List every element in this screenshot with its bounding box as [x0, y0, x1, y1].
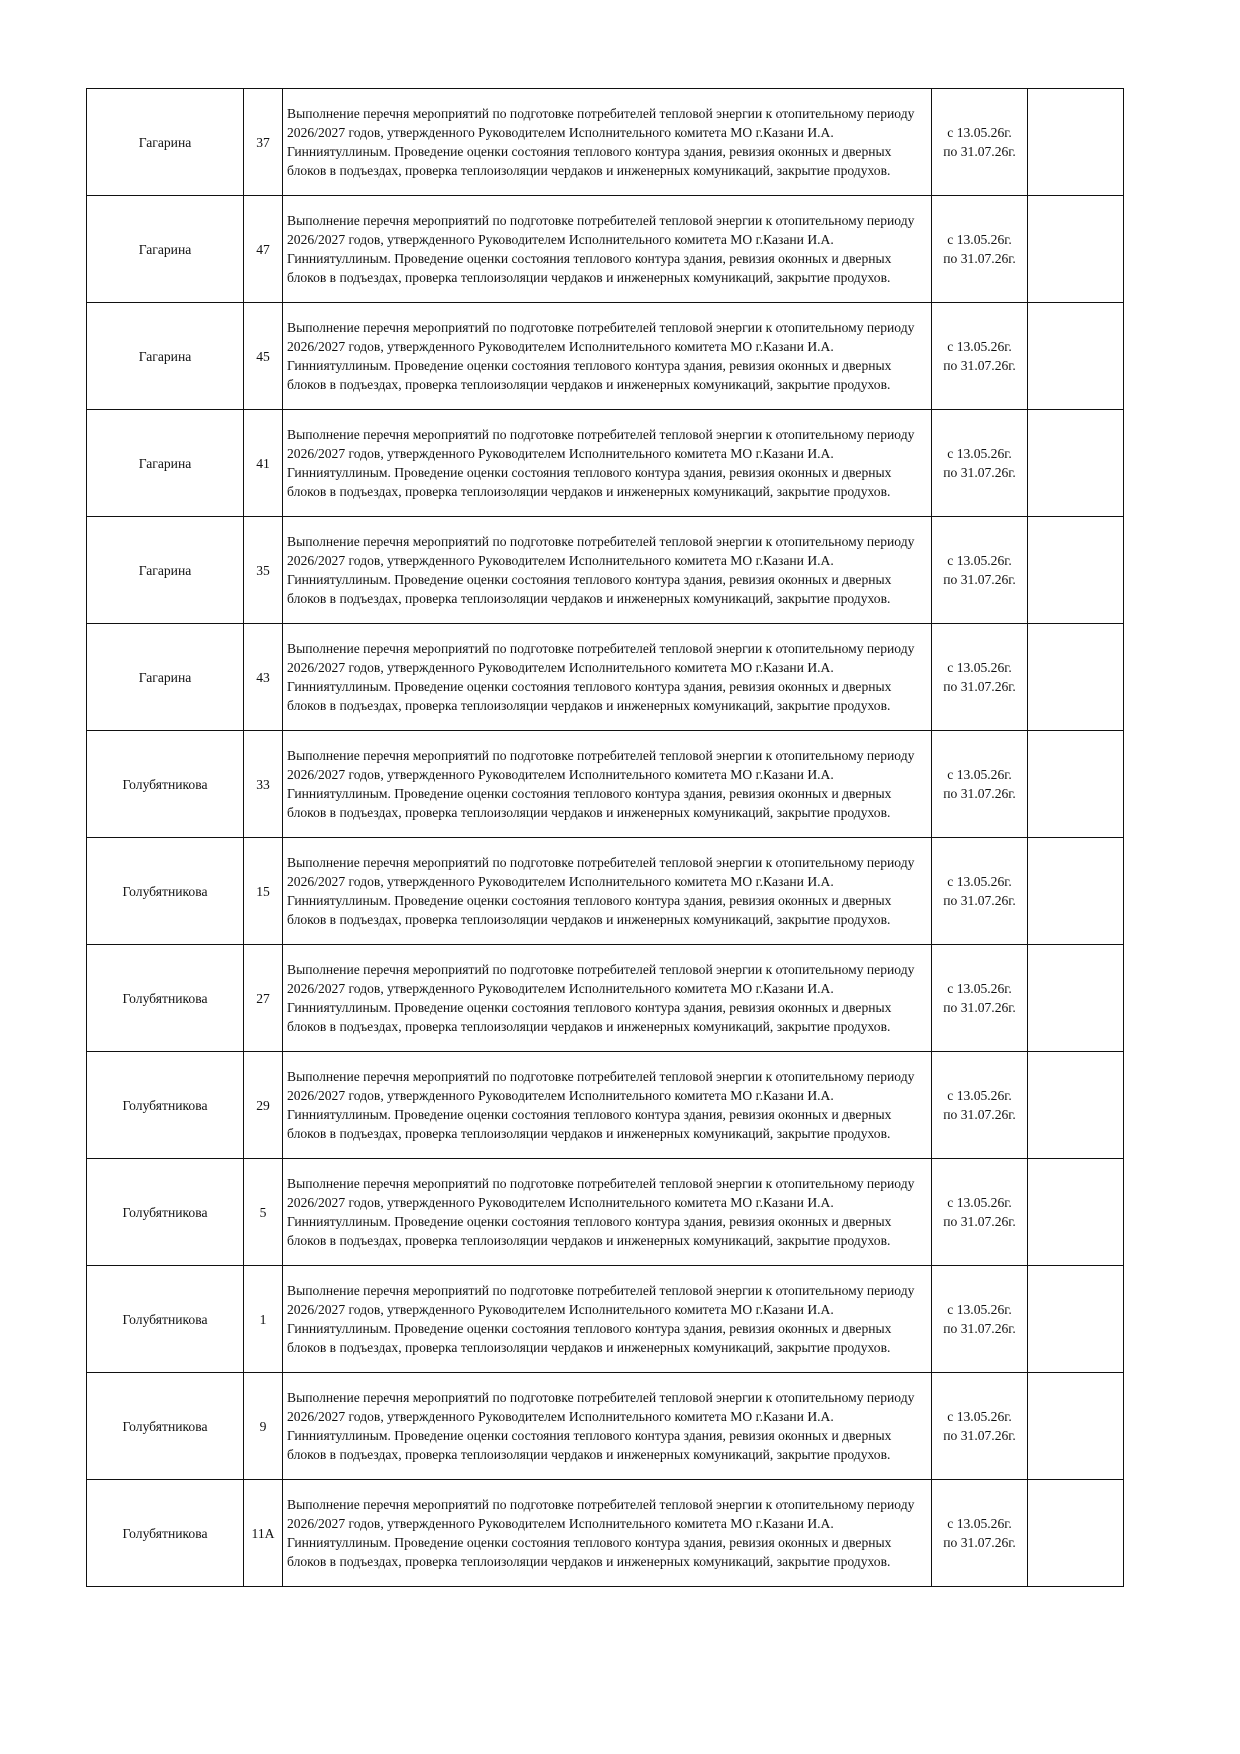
- note-cell: [1028, 731, 1124, 838]
- house-number-cell: [244, 1052, 283, 1159]
- description-cell: [283, 1266, 932, 1373]
- note-cell: [1028, 89, 1124, 196]
- work-description: Выполнение перечня мероприятий по подготовке потребителей тепловой энергии к отопительному периоду 2026/2027 годов, утвержденного Руководителем Исполнительного комитета МО г.Казани И.А. Гинниятуллиным. Проведение оценки состояния теплового контура здания, ревизия оконных и дверных блоков в подъездах, проверка теплоизоляции чердаков и инженерных комуникаций, закрытие продухов.: [287, 855, 915, 927]
- period-from: с 13.05.26г.: [947, 1302, 1012, 1317]
- street-cell: [87, 1373, 244, 1480]
- period-from: с 13.05.26г.: [947, 660, 1012, 675]
- street-name: Гагарина: [138, 134, 192, 150]
- period-cell: [932, 196, 1028, 303]
- description-cell: [283, 303, 932, 410]
- work-description: Выполнение перечня мероприятий по подготовке потребителей тепловой энергии к отопительному периоду 2026/2027 годов, утвержденного Руководителем Исполнительного комитета МО г.Казани И.А. Гинниятуллиным. Проведение оценки состояния теплового контура здания, ревизия оконных и дверных блоков в подъездах, проверка теплоизоляции чердаков и инженерных комуникаций, закрытие продухов.: [287, 748, 915, 820]
- table-row: [87, 517, 1124, 624]
- description-cell: [283, 731, 932, 838]
- street-name: Гагарина: [138, 241, 192, 257]
- note-cell: [1028, 1266, 1124, 1373]
- description-cell: [283, 945, 932, 1052]
- note-cell: [1028, 196, 1124, 303]
- period-cell: [932, 838, 1028, 945]
- period-from: с 13.05.26г.: [947, 1516, 1012, 1531]
- table-row: [87, 1373, 1124, 1480]
- period-from: с 13.05.26г.: [947, 339, 1012, 354]
- period-cell: [932, 1159, 1028, 1266]
- table-row: [87, 624, 1124, 731]
- note-cell: [1028, 945, 1124, 1052]
- work-description: Выполнение перечня мероприятий по подготовке потребителей тепловой энергии к отопительному периоду 2026/2027 годов, утвержденного Руководителем Исполнительного комитета МО г.Казани И.А. Гинниятуллиным. Проведение оценки состояния теплового контура здания, ревизия оконных и дверных блоков в подъездах, проверка теплоизоляции чердаков и инженерных комуникаций, закрытие продухов.: [287, 213, 915, 285]
- period-to: по 31.07.26г.: [943, 679, 1016, 694]
- house-number: 1: [259, 1311, 267, 1327]
- table-row: [87, 1266, 1124, 1373]
- period-from: с 13.05.26г.: [947, 232, 1012, 247]
- street-cell: [87, 945, 244, 1052]
- note-cell: [1028, 1373, 1124, 1480]
- table-row: [87, 410, 1124, 517]
- note-cell: [1028, 1159, 1124, 1266]
- description-cell: [283, 1480, 932, 1587]
- work-description: Выполнение перечня мероприятий по подготовке потребителей тепловой энергии к отопительному периоду 2026/2027 годов, утвержденного Руководителем Исполнительного комитета МО г.Казани И.А. Гинниятуллиным. Проведение оценки состояния теплового контура здания, ревизия оконных и дверных блоков в подъездах, проверка теплоизоляции чердаков и инженерных комуникаций, закрытие продухов.: [287, 641, 915, 713]
- period-to: по 31.07.26г.: [943, 144, 1016, 159]
- description-cell: [283, 838, 932, 945]
- table-row: [87, 1052, 1124, 1159]
- street-name: Голубятникова: [122, 1204, 208, 1220]
- street-name: Голубятникова: [122, 883, 208, 899]
- period-cell: [932, 89, 1028, 196]
- period-to: по 31.07.26г.: [943, 572, 1016, 587]
- work-description: Выполнение перечня мероприятий по подготовке потребителей тепловой энергии к отопительному периоду 2026/2027 годов, утвержденного Руководителем Исполнительного комитета МО г.Казани И.А. Гинниятуллиным. Проведение оценки состояния теплового контура здания, ревизия оконных и дверных блоков в подъездах, проверка теплоизоляции чердаков и инженерных комуникаций, закрытие продухов.: [287, 962, 915, 1034]
- period-from: с 13.05.26г.: [947, 1195, 1012, 1210]
- house-number: 15: [256, 883, 270, 899]
- house-number: 41: [256, 455, 270, 471]
- document-page: [86, 88, 1122, 1587]
- table-row: [87, 1480, 1124, 1587]
- street-cell: [87, 196, 244, 303]
- note-cell: [1028, 838, 1124, 945]
- work-description: Выполнение перечня мероприятий по подготовке потребителей тепловой энергии к отопительному периоду 2026/2027 годов, утвержденного Руководителем Исполнительного комитета МО г.Казани И.А. Гинниятуллиным. Проведение оценки состояния теплового контура здания, ревизия оконных и дверных блоков в подъездах, проверка теплоизоляции чердаков и инженерных комуникаций, закрытие продухов.: [287, 427, 915, 499]
- street-cell: [87, 517, 244, 624]
- table-row: [87, 303, 1124, 410]
- house-number-cell: [244, 1266, 283, 1373]
- house-number: 47: [256, 241, 270, 257]
- work-description: Выполнение перечня мероприятий по подготовке потребителей тепловой энергии к отопительному периоду 2026/2027 годов, утвержденного Руководителем Исполнительного комитета МО г.Казани И.А. Гинниятуллиным. Проведение оценки состояния теплового контура здания, ревизия оконных и дверных блоков в подъездах, проверка теплоизоляции чердаков и инженерных комуникаций, закрытие продухов.: [287, 1069, 915, 1141]
- period-to: по 31.07.26г.: [943, 1428, 1016, 1443]
- period-to: по 31.07.26г.: [943, 1321, 1016, 1336]
- street-cell: [87, 624, 244, 731]
- period-cell: [932, 624, 1028, 731]
- note-cell: [1028, 517, 1124, 624]
- period-cell: [932, 303, 1028, 410]
- period-to: по 31.07.26г.: [943, 1107, 1016, 1122]
- description-cell: [283, 1373, 932, 1480]
- table-row: [87, 838, 1124, 945]
- street-cell: [87, 1159, 244, 1266]
- house-number: 45: [256, 348, 270, 364]
- description-cell: [283, 624, 932, 731]
- period-cell: [932, 1373, 1028, 1480]
- period-from: с 13.05.26г.: [947, 125, 1012, 140]
- period-from: с 13.05.26г.: [947, 981, 1012, 996]
- period-to: по 31.07.26г.: [943, 893, 1016, 908]
- street-cell: [87, 731, 244, 838]
- street-cell: [87, 1480, 244, 1587]
- work-description: Выполнение перечня мероприятий по подготовке потребителей тепловой энергии к отопительному периоду 2026/2027 годов, утвержденного Руководителем Исполнительного комитета МО г.Казани И.А. Гинниятуллиным. Проведение оценки состояния теплового контура здания, ревизия оконных и дверных блоков в подъездах, проверка теплоизоляции чердаков и инженерных комуникаций, закрытие продухов.: [287, 1176, 915, 1248]
- description-cell: [283, 89, 932, 196]
- house-number-cell: [244, 303, 283, 410]
- house-number: 11А: [251, 1525, 275, 1541]
- period-to: по 31.07.26г.: [943, 358, 1016, 373]
- description-cell: [283, 1159, 932, 1266]
- description-cell: [283, 196, 932, 303]
- period-cell: [932, 945, 1028, 1052]
- street-name: Гагарина: [138, 455, 192, 471]
- table-body: [87, 89, 1124, 1587]
- house-number: 9: [259, 1418, 267, 1434]
- table-row: [87, 196, 1124, 303]
- period-cell: [932, 517, 1028, 624]
- street-name: Голубятникова: [122, 1311, 208, 1327]
- house-number: 37: [256, 134, 270, 150]
- street-name: Голубятникова: [122, 1418, 208, 1434]
- house-number-cell: [244, 624, 283, 731]
- period-to: по 31.07.26г.: [943, 1214, 1016, 1229]
- description-cell: [283, 410, 932, 517]
- period-to: по 31.07.26г.: [943, 251, 1016, 266]
- works-schedule-table: [86, 88, 1124, 1587]
- table-row: [87, 89, 1124, 196]
- street-name: Голубятникова: [122, 1097, 208, 1113]
- house-number-cell: [244, 410, 283, 517]
- street-name: Голубятникова: [122, 990, 208, 1006]
- period-from: с 13.05.26г.: [947, 1409, 1012, 1424]
- street-cell: [87, 410, 244, 517]
- house-number: 27: [256, 990, 270, 1006]
- house-number: 35: [256, 562, 270, 578]
- work-description: Выполнение перечня мероприятий по подготовке потребителей тепловой энергии к отопительному периоду 2026/2027 годов, утвержденного Руководителем Исполнительного комитета МО г.Казани И.А. Гинниятуллиным. Проведение оценки состояния теплового контура здания, ревизия оконных и дверных блоков в подъездах, проверка теплоизоляции чердаков и инженерных комуникаций, закрытие продухов.: [287, 1497, 915, 1569]
- period-cell: [932, 1266, 1028, 1373]
- street-name: Гагарина: [138, 348, 192, 364]
- house-number-cell: [244, 196, 283, 303]
- house-number-cell: [244, 517, 283, 624]
- street-cell: [87, 303, 244, 410]
- period-cell: [932, 410, 1028, 517]
- work-description: Выполнение перечня мероприятий по подготовке потребителей тепловой энергии к отопительному периоду 2026/2027 годов, утвержденного Руководителем Исполнительного комитета МО г.Казани И.А. Гинниятуллиным. Проведение оценки состояния теплового контура здания, ревизия оконных и дверных блоков в подъездах, проверка теплоизоляции чердаков и инженерных комуникаций, закрытие продухов.: [287, 1283, 915, 1355]
- street-cell: [87, 89, 244, 196]
- street-name: Гагарина: [138, 669, 192, 685]
- description-cell: [283, 517, 932, 624]
- table-row: [87, 945, 1124, 1052]
- note-cell: [1028, 1052, 1124, 1159]
- period-to: по 31.07.26г.: [943, 1000, 1016, 1015]
- period-to: по 31.07.26г.: [943, 465, 1016, 480]
- house-number: 33: [256, 776, 270, 792]
- table-row: [87, 731, 1124, 838]
- period-from: с 13.05.26г.: [947, 446, 1012, 461]
- period-from: с 13.05.26г.: [947, 553, 1012, 568]
- house-number: 43: [256, 669, 270, 685]
- house-number-cell: [244, 1373, 283, 1480]
- house-number-cell: [244, 838, 283, 945]
- street-cell: [87, 1266, 244, 1373]
- work-description: Выполнение перечня мероприятий по подготовке потребителей тепловой энергии к отопительному периоду 2026/2027 годов, утвержденного Руководителем Исполнительного комитета МО г.Казани И.А. Гинниятуллиным. Проведение оценки состояния теплового контура здания, ревизия оконных и дверных блоков в подъездах, проверка теплоизоляции чердаков и инженерных комуникаций, закрытие продухов.: [287, 534, 915, 606]
- period-cell: [932, 1052, 1028, 1159]
- note-cell: [1028, 303, 1124, 410]
- street-name: Голубятникова: [122, 1525, 208, 1541]
- work-description: Выполнение перечня мероприятий по подготовке потребителей тепловой энергии к отопительному периоду 2026/2027 годов, утвержденного Руководителем Исполнительного комитета МО г.Казани И.А. Гинниятуллиным. Проведение оценки состояния теплового контура здания, ревизия оконных и дверных блоков в подъездах, проверка теплоизоляции чердаков и инженерных комуникаций, закрытие продухов.: [287, 320, 915, 392]
- street-cell: [87, 1052, 244, 1159]
- house-number: 5: [259, 1204, 267, 1220]
- house-number-cell: [244, 731, 283, 838]
- street-cell: [87, 838, 244, 945]
- table-row: [87, 1159, 1124, 1266]
- work-description: Выполнение перечня мероприятий по подготовке потребителей тепловой энергии к отопительному периоду 2026/2027 годов, утвержденного Руководителем Исполнительного комитета МО г.Казани И.А. Гинниятуллиным. Проведение оценки состояния теплового контура здания, ревизия оконных и дверных блоков в подъездах, проверка теплоизоляции чердаков и инженерных комуникаций, закрытие продухов.: [287, 106, 915, 178]
- period-from: с 13.05.26г.: [947, 874, 1012, 889]
- street-name: Голубятникова: [122, 776, 208, 792]
- house-number: 29: [256, 1097, 270, 1113]
- note-cell: [1028, 1480, 1124, 1587]
- street-name: Гагарина: [138, 562, 192, 578]
- house-number-cell: [244, 1159, 283, 1266]
- period-cell: [932, 1480, 1028, 1587]
- note-cell: [1028, 410, 1124, 517]
- period-to: по 31.07.26г.: [943, 1535, 1016, 1550]
- period-from: с 13.05.26г.: [947, 767, 1012, 782]
- description-cell: [283, 1052, 932, 1159]
- house-number-cell: [244, 89, 283, 196]
- period-from: с 13.05.26г.: [947, 1088, 1012, 1103]
- work-description: Выполнение перечня мероприятий по подготовке потребителей тепловой энергии к отопительному периоду 2026/2027 годов, утвержденного Руководителем Исполнительного комитета МО г.Казани И.А. Гинниятуллиным. Проведение оценки состояния теплового контура здания, ревизия оконных и дверных блоков в подъездах, проверка теплоизоляции чердаков и инженерных комуникаций, закрытие продухов.: [287, 1390, 915, 1462]
- house-number-cell: [244, 1480, 283, 1587]
- note-cell: [1028, 624, 1124, 731]
- house-number-cell: [244, 945, 283, 1052]
- period-to: по 31.07.26г.: [943, 786, 1016, 801]
- period-cell: [932, 731, 1028, 838]
